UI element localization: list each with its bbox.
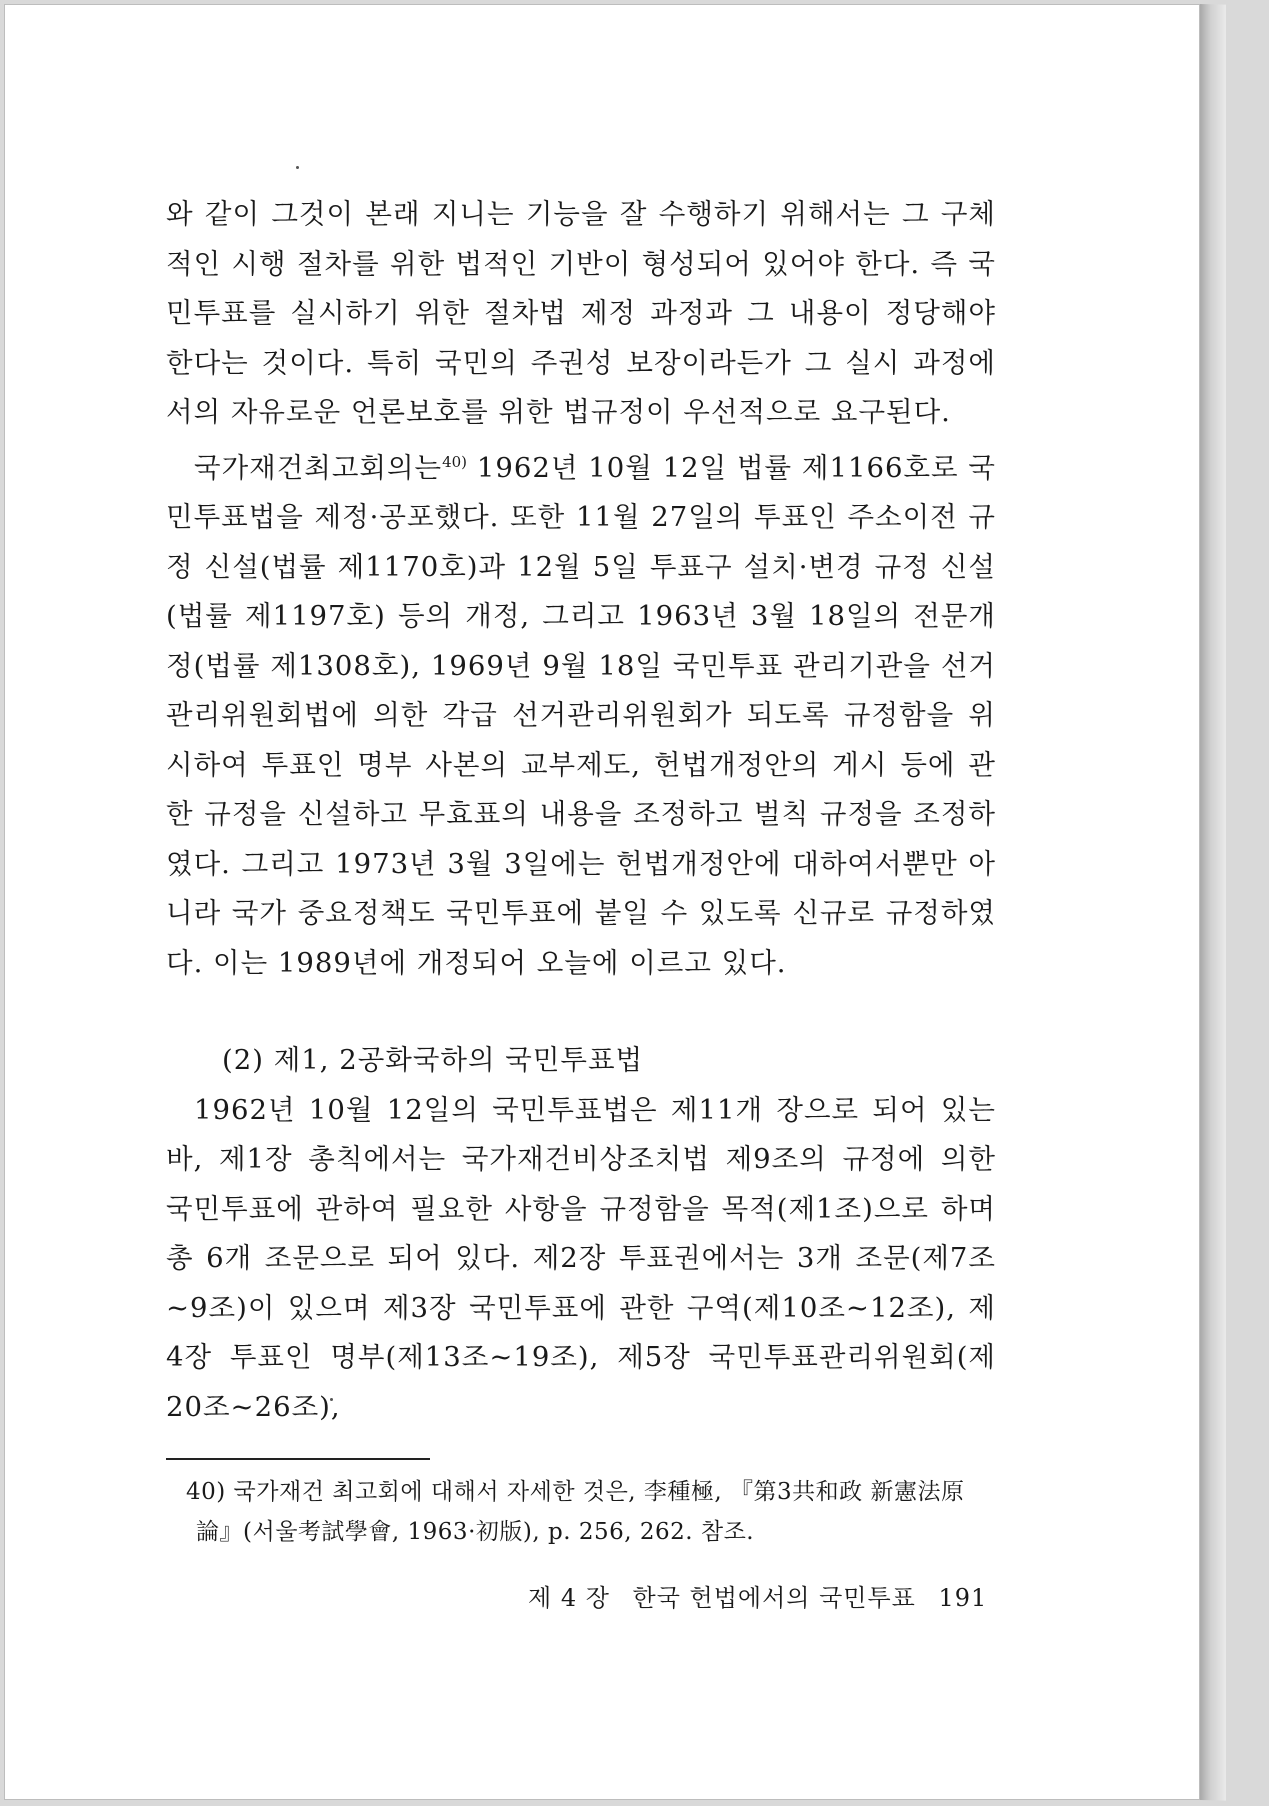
- footer-title: 한국 헌법에서의 국민투표: [632, 1584, 916, 1612]
- page-number: 191: [938, 1584, 988, 1612]
- body-text: [166, 190, 996, 1432]
- speck: [296, 166, 299, 169]
- footer-chapter: 제 4 장: [528, 1584, 610, 1612]
- footnote-divider: [166, 1458, 430, 1460]
- section-heading: (2) 제1, 2공화국하의 국민투표법: [222, 1044, 644, 1076]
- page-stack-edge: [1200, 4, 1226, 1801]
- footnote-line-1: 40) 국가재건 최고회에 대해서 자세한 것은, 李種極, 『第3共和政 新憲法原: [186, 1479, 965, 1505]
- paragraph-2-lead: 국가재건최고회의는: [194, 451, 443, 484]
- paragraph-1: 와 같이 그것이 본래 지니는 기능을 잘 수행하기 위해서는 그 구체적인 시행 절차를 위한 법적인 기반이 형성되어 있어야 한다. 즉 국민투표를 실시하기 위한 절차법 제정 과정과 그 내용이 정당해야 한다는 것이다. 특히 국민의 주권성 보장이라든가 그 실시 과정에서의 자유로운 언론보호를 위한 법규정이 우선적으로 요구된다.: [166, 198, 996, 428]
- footnote-line-2: 論』(서울考試學會, 1963·初版), p. 256, 262. 참조.: [196, 1519, 755, 1545]
- running-footer: [528, 1578, 1001, 1613]
- paragraph-2-rest: 1962년 10월 12일 법률 제1166호로 국민투표법을 제정·공포했다. 또한 11월 27일의 투표인 주소이전 규정 신설(법률 제1170호)과 12월 5일 투표구 설치·변경 규정 신설(법률 제1197호) 등의 개정, 그리고 1963년 3월 18일의 전문개정(법률 제1308호), 1969년 9월 18일 국민투표 관리기관을 선거관리위원회법에 의한 각급 선거관리위원회가 되도록 규정함을 위시하여 투표인 명부 사본의 교부제도, 헌법개정안의 게시 등에 관한 규정을 신설하고 무효표의 내용을 조정하고 벌칙 규정을 조정하였다. 그리고 1973년 3월 3일에는 헌법개정안에 대하여서뿐만 아니라 국가 중요정책도 국민투표에 붙일 수 있도록 신규로 규정하였다. 이는 1989년에 개정되어 오늘에 이르고 있다.: [166, 451, 996, 979]
- footnote-40: [186, 1472, 996, 1552]
- footnote-ref-40[interactable]: 40): [442, 452, 468, 471]
- section-gap: [166, 988, 996, 1036]
- paragraph-2: [166, 438, 996, 989]
- paragraph-3: 1962년 10월 12일의 국민투표법은 제11개 장으로 되어 있는바, 제1장 총칙에서는 국가재건비상조치법 제9조의 규정에 의한 국민투표에 관하여 필요한 사항을 규정함을 목적(제1조)으로 하며 총 6개 조문으로 되어 있다. 제2장 투표권에서는 3개 조문(제7조~9조)이 있으며 제3장 국민투표에 관한 구역(제10조~12조), 제4장 투표인 명부(제13조~19조), 제5장 국민투표관리위원회(제20조~26조),: [166, 1093, 996, 1423]
